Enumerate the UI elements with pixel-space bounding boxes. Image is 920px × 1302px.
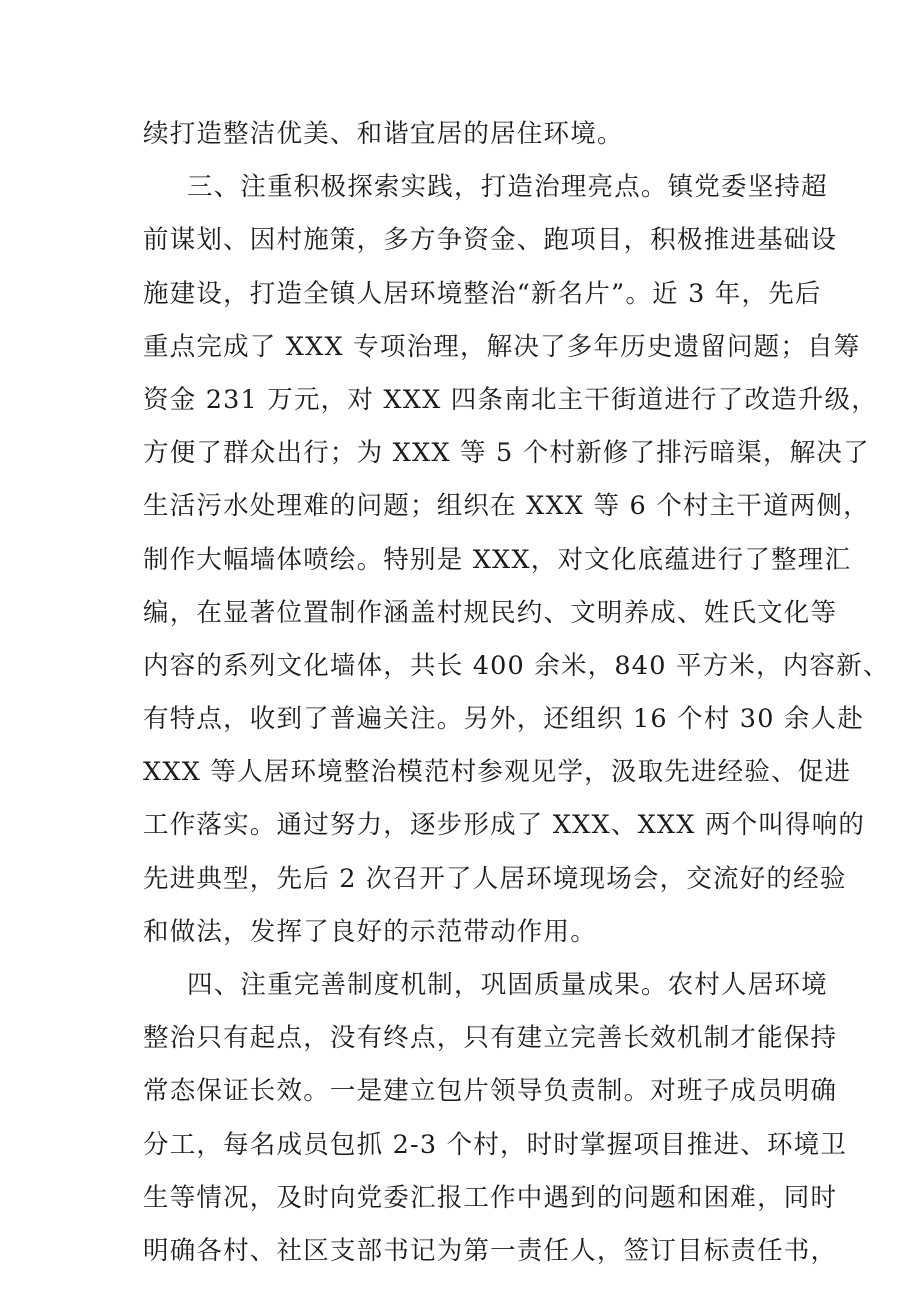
text-line: 制作大幅墙体喷绘。特别是 XXX，对文化底蕴进行了整理汇: [143, 544, 852, 575]
text-line: 分工，每名成员包抓 2-3 个村，时时掌握项目推进、环境卫: [143, 1129, 848, 1160]
text-line: 重点完成了 XXX 专项治理，解决了多年历史遗留问题；自筹: [143, 331, 861, 362]
text-line: 施建设，打造全镇人居环境整治“新名片”。近 3 年，先后: [143, 278, 822, 309]
text-line: 续打造整洁优美、和谐宜居的居住环境。: [143, 119, 624, 149]
paragraph-first-line: 三、注重积极探索实践，打造治理亮点。镇党委坚持超: [187, 172, 828, 203]
text-line: 生活污水处理难的问题；组织在 XXX 等 6 个村主干道两侧，: [143, 491, 870, 522]
text-line: 先进典型，先后 2 次召开了人居环境现场会，交流好的经验: [143, 863, 847, 894]
text-line: 前谋划、因村施策，多方争资金、跑项目，积极推进基础设: [143, 225, 838, 256]
document-body: [143, 108, 890, 1278]
text-line: 常态保证长效。一是建立包片领导负责制。对班子成员明确: [143, 1076, 838, 1107]
text-line: 内容的系列文化墙体，共长 400 余米，840 平方米，内容新、: [143, 650, 890, 681]
text-line: 工作落实。通过努力，逐步形成了 XXX、XXX 两个叫得响的: [143, 810, 866, 841]
text-line: 资金 231 万元，对 XXX 四条南北主干街道进行了改造升级，: [143, 384, 878, 415]
text-line: 生等情况，及时向党委汇报工作中遇到的问题和困难，同时: [143, 1182, 838, 1213]
text-line: 整治只有起点，没有终点，只有建立完善长效机制才能保持: [143, 1023, 838, 1054]
text-line: 和做法，发挥了良好的示范带动作用。: [143, 916, 597, 947]
paragraph-first-line: 四、注重完善制度机制，巩固质量成果。农村人居环境: [187, 970, 828, 1000]
text-line: 方便了群众出行；为 XXX 等 5 个村新修了排污暗渠，解决了: [143, 438, 870, 469]
text-line: XXX 等人居环境整治模范村参观见学，汲取先进经验、促进: [143, 757, 852, 788]
text-line: 编，在显著位置制作涵盖村规民约、文明养成、姓氏文化等: [143, 597, 838, 628]
text-line: 有特点，收到了普遍关注。另外，还组织 16 个村 30 余人赴: [143, 704, 865, 735]
text-line: 明确各村、社区支部书记为第一责任人，签订目标责任书，: [143, 1235, 838, 1266]
